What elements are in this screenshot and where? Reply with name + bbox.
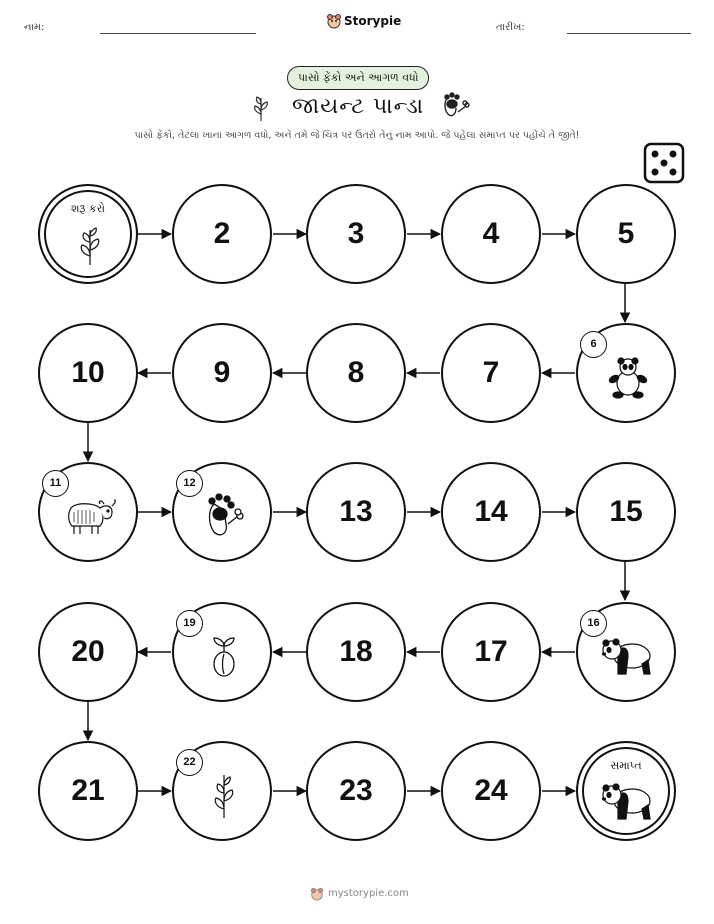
instructions: પાસો ફેંકો, તેટલા ખાના આગળ વધો, અને તમે જે ચિત્ર પર ઉતરો તેનું નામ આપો. જે પહેલા સમાપ્ત પર પહોંચે તે જીતે! xyxy=(134,130,580,141)
brand-name: Storypie xyxy=(344,14,402,28)
picture-cell[interactable] xyxy=(38,462,138,562)
cell-number-badge: 22 xyxy=(176,749,203,776)
page-title: જાયન્ટ પાન્ડા xyxy=(292,94,425,119)
board-cell[interactable]: 15 xyxy=(576,462,676,562)
cell-number-badge: 11 xyxy=(42,470,69,497)
picture-cell[interactable] xyxy=(172,462,272,562)
cell-number-badge: 19 xyxy=(176,610,203,637)
board-cell[interactable]: 18 xyxy=(306,602,406,702)
board-cell[interactable]: 21 xyxy=(38,741,138,841)
plant-icon xyxy=(202,769,246,819)
panda-walking-icon xyxy=(600,634,656,678)
finish-label: સમાપ્ત xyxy=(610,759,642,772)
name-label: નામ: xyxy=(24,22,45,33)
start-cell[interactable] xyxy=(38,184,138,284)
picture-cell[interactable] xyxy=(172,602,272,702)
picture-cell[interactable] xyxy=(172,741,272,841)
board-cell[interactable]: 17 xyxy=(441,602,541,702)
board-cell[interactable]: 7 xyxy=(441,323,541,423)
board-cell[interactable]: 2 xyxy=(172,184,272,284)
date-label: તારીખ: xyxy=(496,22,525,33)
board-cell[interactable]: 20 xyxy=(38,602,138,702)
picture-cell[interactable] xyxy=(576,602,676,702)
picture-cell[interactable] xyxy=(576,323,676,423)
board-cell[interactable]: 8 xyxy=(306,323,406,423)
paw-bone-icon xyxy=(202,490,246,534)
plant-icon xyxy=(68,222,112,266)
board-cell[interactable]: 14 xyxy=(441,462,541,562)
cell-number-badge: 12 xyxy=(176,470,203,497)
storypie-logo-icon xyxy=(310,886,324,900)
board-cell[interactable]: 9 xyxy=(172,323,272,423)
board-cell[interactable]: 5 xyxy=(576,184,676,284)
board-cell[interactable]: 10 xyxy=(38,323,138,423)
board-cell[interactable]: 13 xyxy=(306,462,406,562)
board-cell[interactable]: 4 xyxy=(441,184,541,284)
sprouting-seed-icon xyxy=(202,634,246,678)
footer-url[interactable]: mystorypie.com xyxy=(328,888,409,899)
cell-number-badge: 16 xyxy=(580,610,607,637)
cell-number-badge: 6 xyxy=(580,331,607,358)
start-label: શરૂ કરો xyxy=(70,202,106,215)
finish-cell[interactable] xyxy=(576,741,676,841)
panda-walking-icon xyxy=(600,779,656,823)
panda-sitting-icon xyxy=(606,355,650,399)
board-cell[interactable]: 23 xyxy=(306,741,406,841)
board-cell[interactable]: 3 xyxy=(306,184,406,284)
board-cell[interactable]: 24 xyxy=(441,741,541,841)
yak-icon xyxy=(62,494,118,538)
subtitle-pill: પાસો ફેંકો અને આગળ વધો xyxy=(287,66,429,90)
